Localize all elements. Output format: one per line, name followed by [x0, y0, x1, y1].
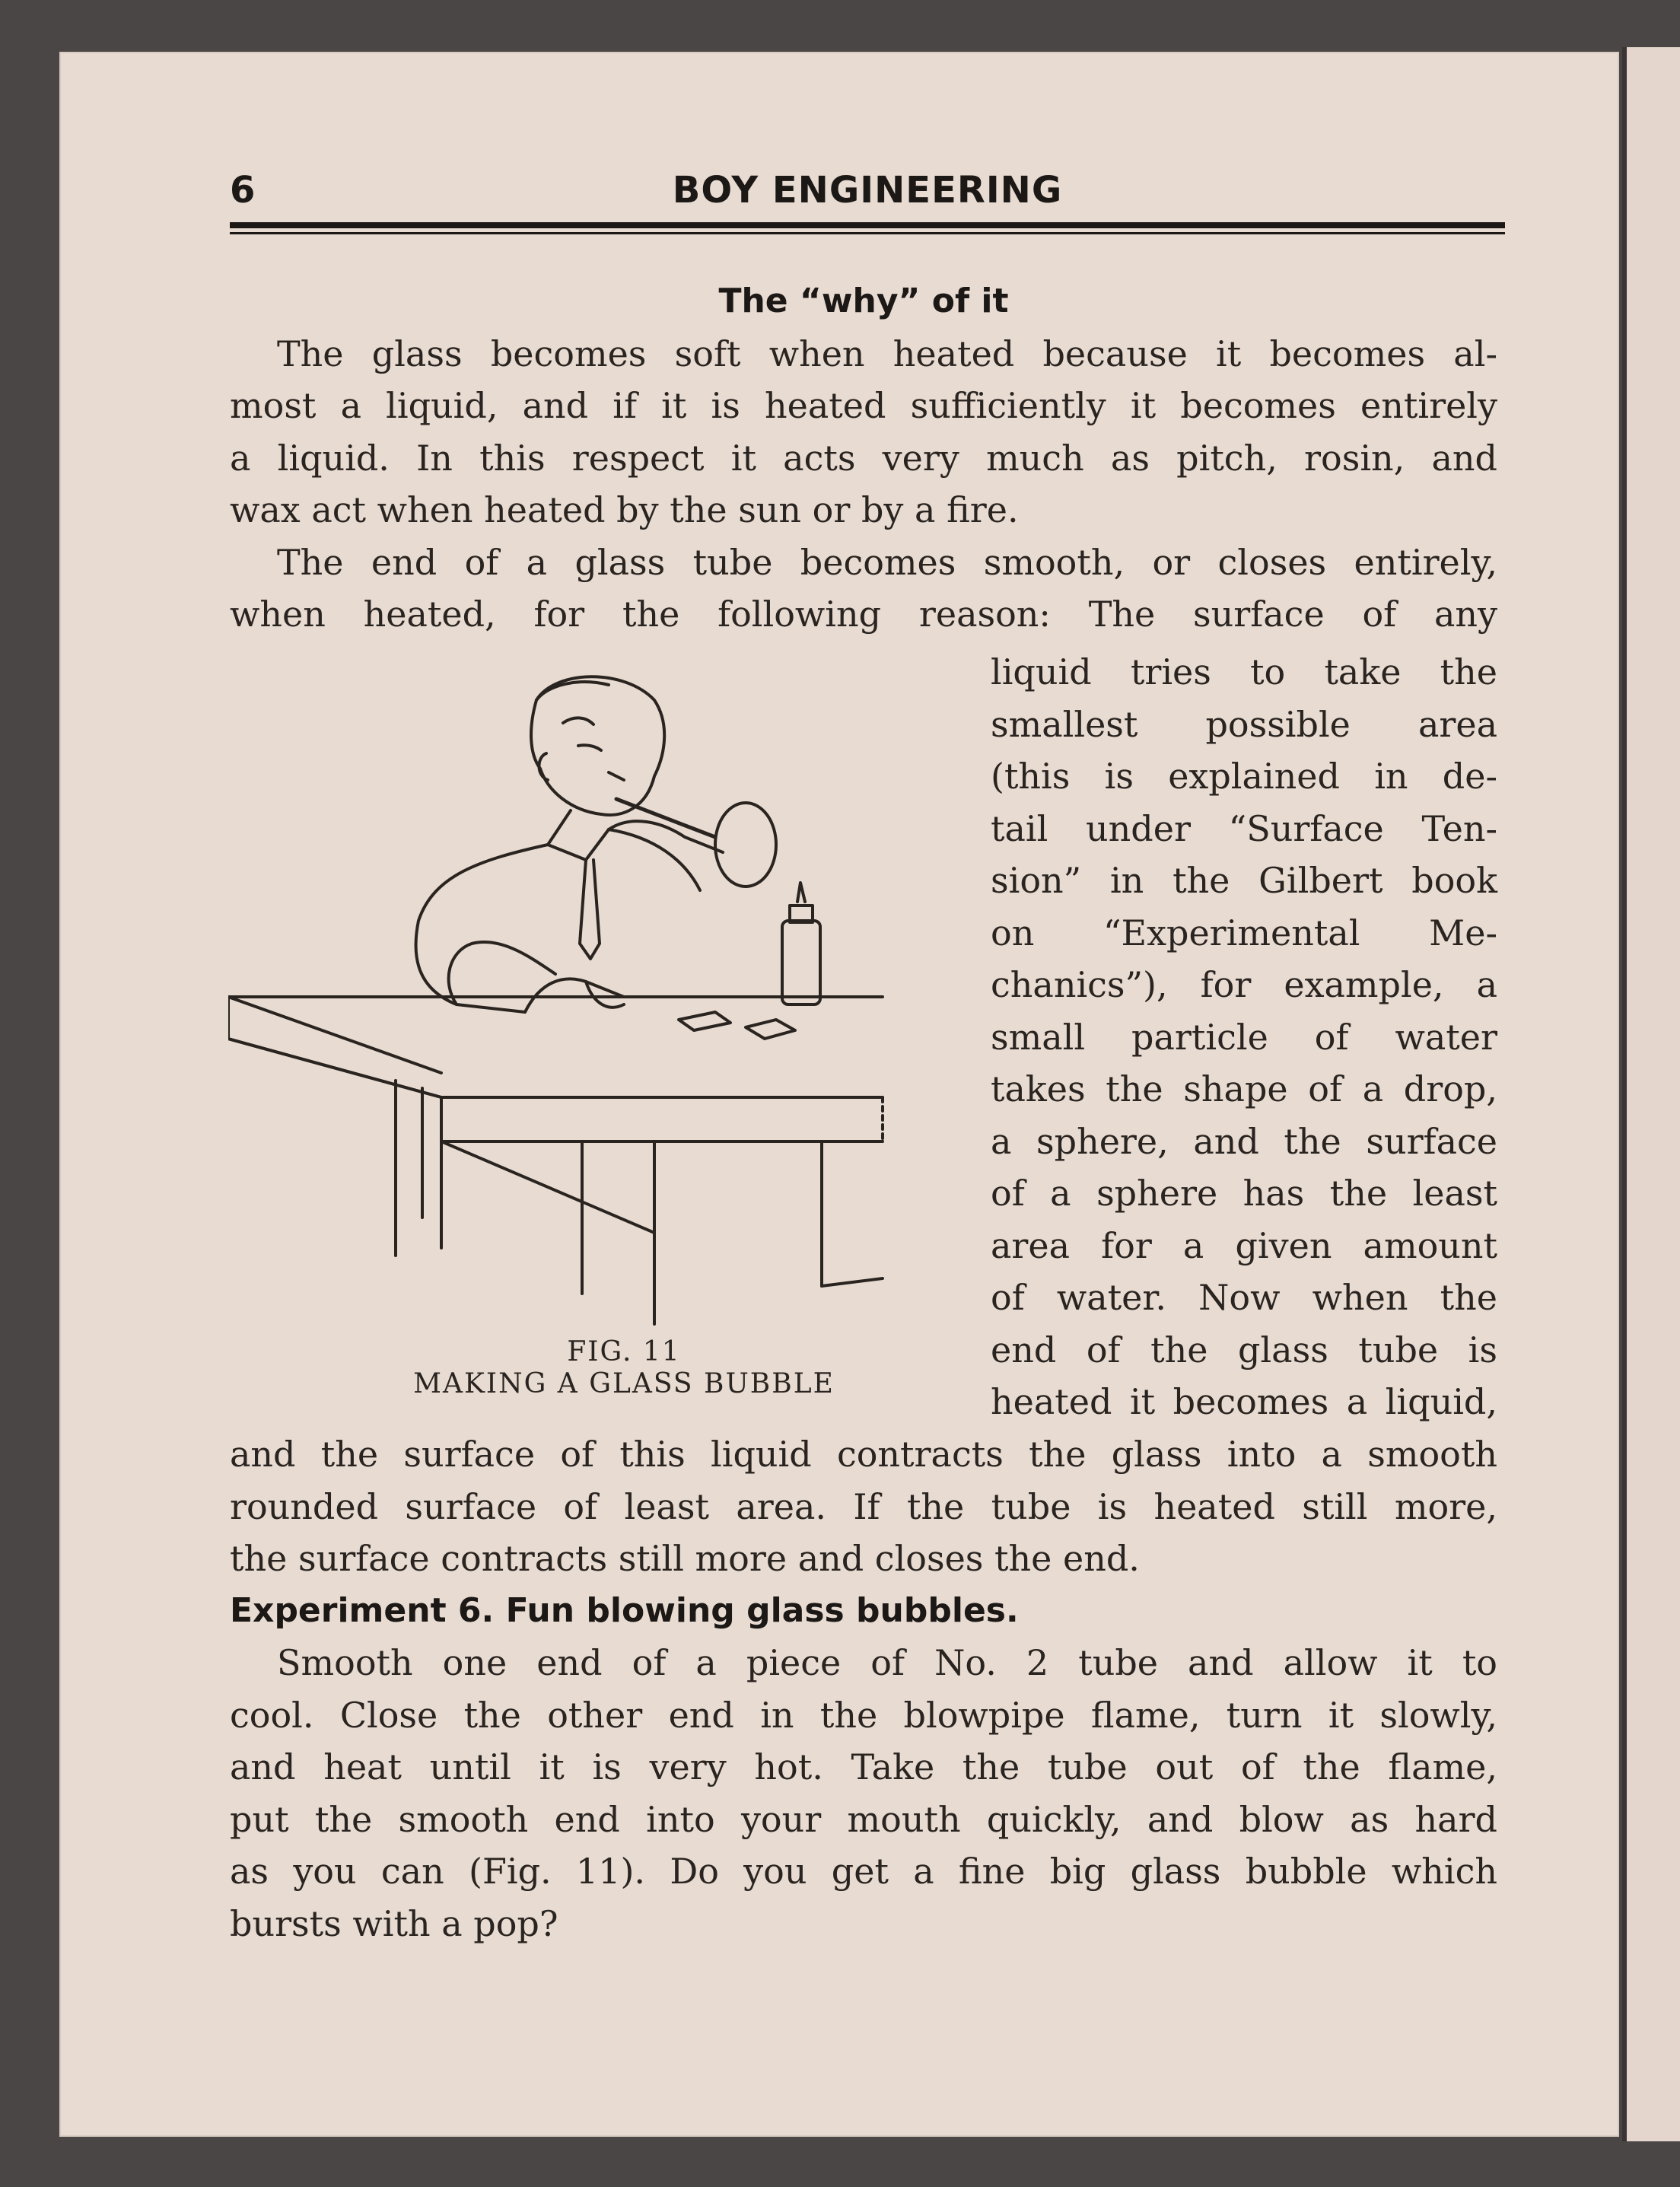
- paragraph-line: as you can (Fig. 11). Do you get a fine big glass bubble which: [230, 1851, 1497, 1892]
- text-block-top: [230, 275, 1497, 641]
- facing-page-edge: [1622, 47, 1680, 2141]
- column-line: heated it becomes a liquid,: [991, 1381, 1497, 1422]
- column-line: area for a given amount: [991, 1224, 1497, 1266]
- paragraph-line: Smooth one end of a piece of No. 2 tube and allow it to: [277, 1642, 1497, 1683]
- section-heading: The “why” of it: [718, 282, 1009, 320]
- paragraph-line: and heat until it is very hot. Take the tube out of the flame,: [230, 1746, 1497, 1787]
- column-line: a sphere, and the surface: [991, 1120, 1497, 1162]
- column-line: chanics”), for example, a: [991, 964, 1497, 1005]
- paragraph-line: wax act when heated by the sun or by a fire.: [230, 489, 1019, 530]
- paragraph-line: rounded surface of least area. If the tube is heated still more,: [230, 1485, 1497, 1527]
- paragraph-line: cool. Close the other end in the blowpipe flame, turn it slowly,: [230, 1694, 1497, 1736]
- header-rule: [230, 222, 1505, 236]
- column-line: sion” in the Gilbert book: [991, 860, 1497, 901]
- paragraph-line: put the smooth end into your mouth quickly, and blow as hard: [230, 1798, 1497, 1840]
- text-column-right: [991, 646, 1497, 1428]
- column-line: of a sphere has the least: [991, 1173, 1497, 1214]
- paragraph-line: The glass becomes soft when heated because it becomes al-: [277, 333, 1497, 374]
- column-line: end of the glass tube is: [991, 1329, 1497, 1370]
- column-line: smallest possible area: [991, 703, 1497, 745]
- column-line: tail under “Surface Ten-: [991, 807, 1497, 849]
- column-line: takes the shape of a drop,: [991, 1068, 1497, 1109]
- paragraph-line: when heated, for the following reason: The surface of any: [230, 594, 1497, 635]
- paragraph-line: and the surface of this liquid contracts the glass into a smooth: [230, 1434, 1497, 1475]
- column-line: (this is explained in de-: [991, 756, 1497, 797]
- page-number: 6: [230, 169, 256, 212]
- paragraph-line: the surface contracts still more and closes the end.: [230, 1538, 1140, 1579]
- figure-illustration: [228, 654, 928, 1339]
- book-title: BOY ENGINEERING: [672, 169, 1063, 212]
- figure-caption: MAKING A GLASS BUBBLE: [413, 1368, 835, 1399]
- column-line: liquid tries to take the: [991, 651, 1497, 692]
- running-head: [230, 169, 1505, 215]
- paragraph-line: The end of a glass tube becomes smooth, or closes entirely,: [277, 541, 1497, 583]
- paragraph-line: bursts with a pop?: [230, 1902, 558, 1944]
- paragraph-line: a liquid. In this respect it acts very much as pitch, rosin, and: [230, 437, 1497, 479]
- paragraph-line: most a liquid, and if it is heated sufficiently it becomes entirely: [230, 385, 1497, 426]
- column-line: on “Experimental Me-: [991, 912, 1497, 953]
- text-block-bottom: [230, 1428, 1497, 1950]
- column-line: of water. Now when the: [991, 1277, 1497, 1318]
- figure-number: FIG. 11: [567, 1336, 681, 1367]
- experiment-heading: Experiment 6. Fun blowing glass bubbles.: [230, 1590, 1019, 1630]
- column-line: small particle of water: [991, 1016, 1497, 1058]
